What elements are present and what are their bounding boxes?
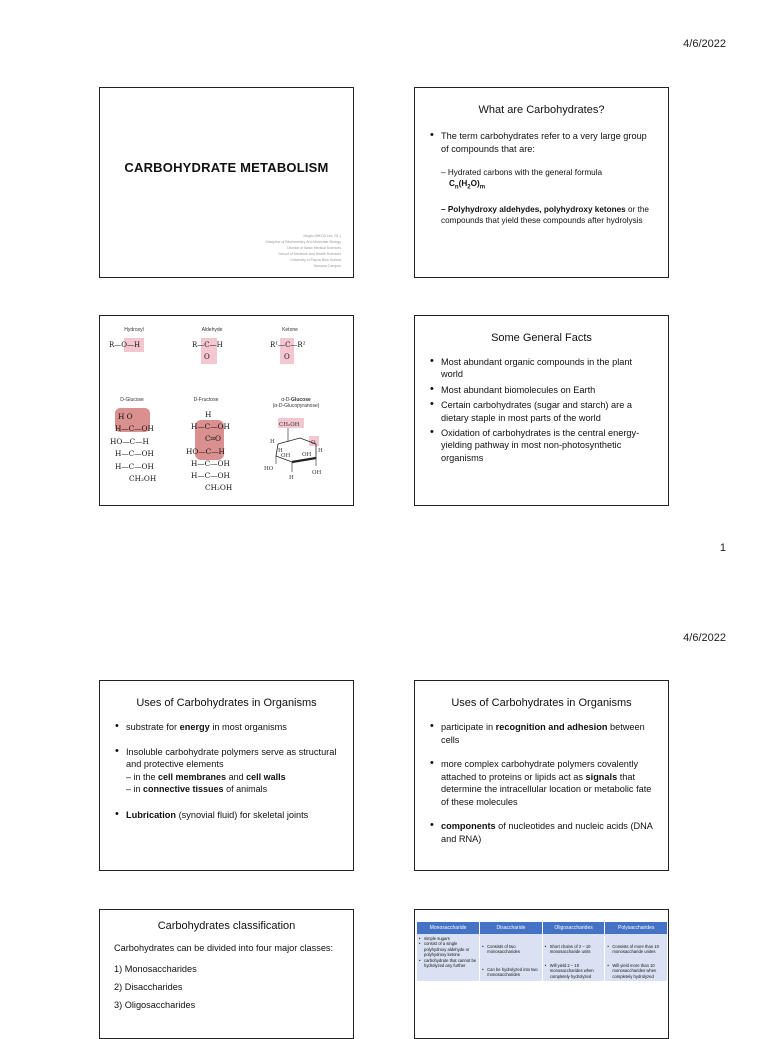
slide-title (99, 87, 354, 278)
classification-table (417, 922, 668, 981)
label-hydroxyl: Hydroxyl (124, 327, 144, 333)
bullet-item: • The term carbohydrates refer to a very large group of compounds that are: (429, 130, 654, 155)
bullet-item: • participate in recognition and adhesion between cells (429, 721, 654, 746)
table-cell: • Consists of more than 10 monosaccharide unites • Will yield more than 10 monosaccharides when completely hydrolyzed (605, 934, 668, 981)
table-cell: • Consists of two monosaccharides • Can be hydrolyzed into two monosaccharides (480, 934, 543, 981)
label-d-fructose: D-Fructose (193, 397, 219, 403)
table-cell: • simple sugars • consist of a single polyhydroxy aldehyde or polyhydroxy ketone • carbohydrate that cannot be hydrolyzed any further (417, 934, 480, 981)
ring-label: OH (281, 453, 291, 459)
bullet-item: • Most abundant biomolecules on Earth (429, 384, 654, 396)
bullet-item: • Oxidation of carbohydrates is the central energy-yielding pathway in most non-photosynthetic organisms (429, 427, 654, 464)
bullet-item: • Most abundant organic compounds in the plant world (429, 356, 654, 381)
sub-bullet: – Hydrated carbons with the general formula $C_n(H_2O)_m$ (441, 168, 603, 191)
sub-bullet: – in connective tissues of animals (126, 783, 268, 794)
slide-heading: What are Carbohydrates? (478, 104, 605, 116)
slide-heading: Uses of Carbohydrates in Organisms (136, 697, 317, 709)
class-list-item: 3) Oligosaccharides (114, 999, 196, 1010)
hydroxyl-group: R—O—H (109, 341, 141, 349)
table-row (417, 934, 668, 981)
slide-classification-table (414, 909, 669, 1039)
page-date: 4/6/2022 (683, 38, 726, 50)
slide-structures (99, 315, 354, 506)
sub-bullet: – Polyhydroxy aldehydes, polyhydroxy ketones or the compounds that yield these compounds after hydrolysis (441, 204, 649, 225)
aldehyde-group: R—C—H (192, 341, 223, 349)
d-glucose-structure: H O H—C—OH HO—C—H H—C—OH H—C—OH CH₂OH (110, 412, 157, 484)
ring-label: OH (312, 470, 322, 476)
ketone-oxygen: O (284, 353, 290, 361)
ring-label: H (318, 448, 323, 454)
ring-label: CH₂OH (279, 422, 300, 428)
ketone-group: R¹—C—R² (270, 341, 306, 349)
ring-label: H (270, 439, 275, 445)
classification-intro: Carbohydrates can be divided into four major classes: (114, 943, 334, 953)
slide-what-are-carbohydrates (414, 87, 669, 278)
bullet-item: • Insoluble carbohydrate polymers serve as structural and protective elements (114, 746, 339, 771)
bullet-item: • more complex carbohydrate polymers covalently attached to proteins or lipids act as signals that determine the intracellular location or metabolic fate of these molecules (429, 758, 654, 808)
d-fructose-structure: H H—C—OH C═O HO—C—H H—C—OH H—C—OH CH₂OH (186, 410, 233, 493)
label-alpha-glucose: α-D-Glucose (α-D-Glucopyranose) (272, 397, 320, 409)
class-list-item: 1) Monosaccharides (114, 963, 197, 974)
aldehyde-oxygen: O (204, 353, 210, 361)
table-header: Oligosaccharides (542, 922, 605, 934)
slide-heading: Uses of Carbohydrates in Organisms (451, 697, 632, 709)
table-cell: • Short chains of 2 – 10 monosaccharide units • Will yield 2 – 10 monosaccharides when completely hydrolyzed (542, 934, 605, 981)
author-credit: Mugisi (MKOA Lex, RL.) Discipline of Biochemistry And Molecular Biology Division of Basic Medical Sciences School of Medicine and Health Sciences University of Papua New Guinea Taurama Campus (265, 234, 341, 268)
table-header: Monosaccharide (417, 922, 480, 934)
slide-heading: Carbohydrates classification (157, 920, 296, 932)
bullet-item: • substrate for energy in most organisms (114, 721, 339, 734)
sub-bullet: – in the cell membranes and cell walls (126, 771, 286, 782)
ring-label: H (278, 448, 283, 454)
slide-uses-2 (414, 680, 669, 871)
table-header: Disaccharide (480, 922, 543, 934)
slide-uses-1 (99, 680, 354, 871)
ring-label: OH (302, 452, 312, 458)
bullet-item: • Certain carbohydrates (sugar and starch) are a dietary staple in most parts of the world (429, 399, 654, 424)
bullet-item: • components of nucleotides and nucleic acids (DNA and RNA) (429, 820, 654, 845)
glucopyranose-ring (264, 416, 334, 486)
ring-label: H (289, 475, 294, 481)
page-number: 1 (719, 542, 726, 554)
class-list-item: 2) Disaccharides (114, 981, 183, 992)
label-ketone: Ketone (282, 327, 298, 333)
label-aldehyde: Aldehyde (201, 327, 223, 333)
table-header: Polysaccharides (605, 922, 668, 934)
slide-general-facts (414, 315, 669, 506)
ring-label: O (311, 440, 316, 446)
bullet-item: • Lubrication (synovial fluid) for skeletal joints (114, 809, 339, 822)
presentation-title: CARBOHYDRATE METABOLISM (124, 160, 329, 175)
ring-label: HO (264, 466, 274, 472)
label-d-glucose: D-Glucose (120, 397, 144, 403)
page-date: 4/6/2022 (683, 632, 726, 644)
slide-heading: Some General Facts (491, 332, 592, 344)
slide-classification (99, 909, 354, 1039)
